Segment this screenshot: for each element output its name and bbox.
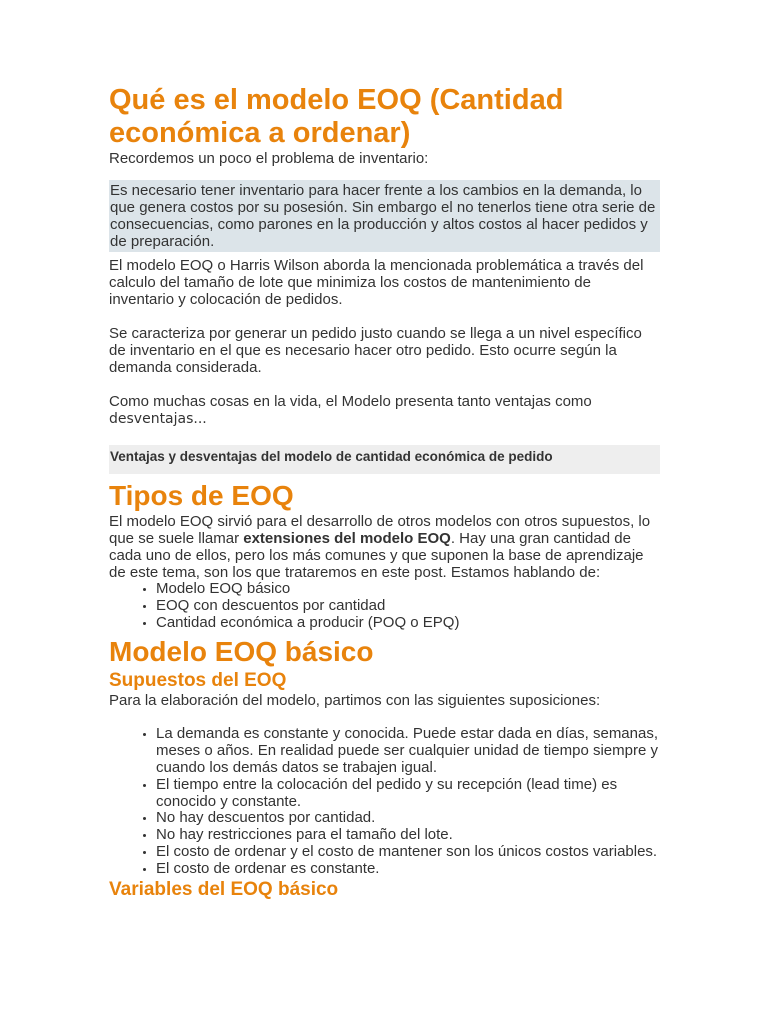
tipos-list <box>109 581 660 631</box>
article <box>109 84 660 901</box>
subheading-variables: Variables del EOQ básico <box>109 878 339 900</box>
list-item: • Modelo EOQ básico <box>156 581 660 598</box>
paragraph-advantages <box>109 393 660 428</box>
list-item: • La demanda es constante y conocida. Puede estar dada en días, semanas, meses o años. En realidad puede ser cualquier unidad de tiempo siempre y cuando los demás datos se trabajen igual. <box>156 726 660 776</box>
tipos-paragraph <box>109 513 660 581</box>
tipos-text-after: . Hay una gran cantidad de cada uno de ellos, pero los más comunes y que suponen la base de aprendizaje de este tema, son los que trataremos en este post. Estamos hablando de: <box>109 530 644 581</box>
highlight-box: Es necesario tener inventario para hacer frente a los cambios en la demanda, lo que genera costos por su posesión. Sin embargo el no tenerlos tiene otra serie de consecuencias, como parones en la producción y altos costos al hacer pedidos y de preparación. <box>109 180 660 252</box>
section-heading-tipos: Tipos de EOQ <box>109 480 294 511</box>
list-item: • El tiempo entre la colocación del pedido y su recepción (lead time) es conocido y constante. <box>156 777 660 811</box>
list-item: • EOQ con descuentos por cantidad <box>156 598 660 615</box>
list-item: • No hay restricciones para el tamaño del lote. <box>156 827 660 844</box>
paragraph-advantages-text: Como muchas cosas en la vida, el Modelo presenta tanto ventajas como <box>109 393 592 410</box>
list-item: • El costo de ordenar es constante. <box>156 861 660 878</box>
related-article-link[interactable]: Ventajas y desventajas del modelo de cantidad económica de pedido <box>109 445 660 474</box>
supuestos-list <box>109 726 660 877</box>
list-item: • El costo de ordenar y el costo de mantener son los únicos costos variables. <box>156 844 660 861</box>
paragraph-advantages-tail: desventajas... <box>109 411 207 427</box>
tipos-strong: extensiones del modelo EOQ <box>243 530 451 547</box>
section-heading-basico: Modelo EOQ básico <box>109 636 374 668</box>
tipos-text-before: El modelo EOQ sirvió para el desarrollo de otros modelos con otros supuestos, lo que se suele llamar <box>109 513 651 547</box>
page-title: Qué es el modelo EOQ (Cantidad económica a ordenar) <box>109 84 564 149</box>
intro-text: Recordemos un poco el problema de inventario: <box>109 150 429 167</box>
paragraph-eoq-characteristics: Se caracteriza por generar un pedido justo cuando se llega a un nivel específico de inventario en el que es necesario hacer otro pedido. Esto ocurre según la demanda considerada. <box>109 325 642 376</box>
list-item: • No hay descuentos por cantidad. <box>156 810 660 827</box>
list-item: • Cantidad económica a producir (POQ o EPQ) <box>156 615 660 632</box>
subheading-supuestos: Supuestos del EOQ <box>109 670 287 692</box>
paragraph-eoq-definition: El modelo EOQ o Harris Wilson aborda la mencionada problemática a través del calculo del tamaño de lote que minimiza los costos de mantenimiento de inventario y colocación de pedidos. <box>109 257 644 308</box>
supuestos-intro: Para la elaboración del modelo, partimos con las siguientes suposiciones: <box>109 692 601 710</box>
